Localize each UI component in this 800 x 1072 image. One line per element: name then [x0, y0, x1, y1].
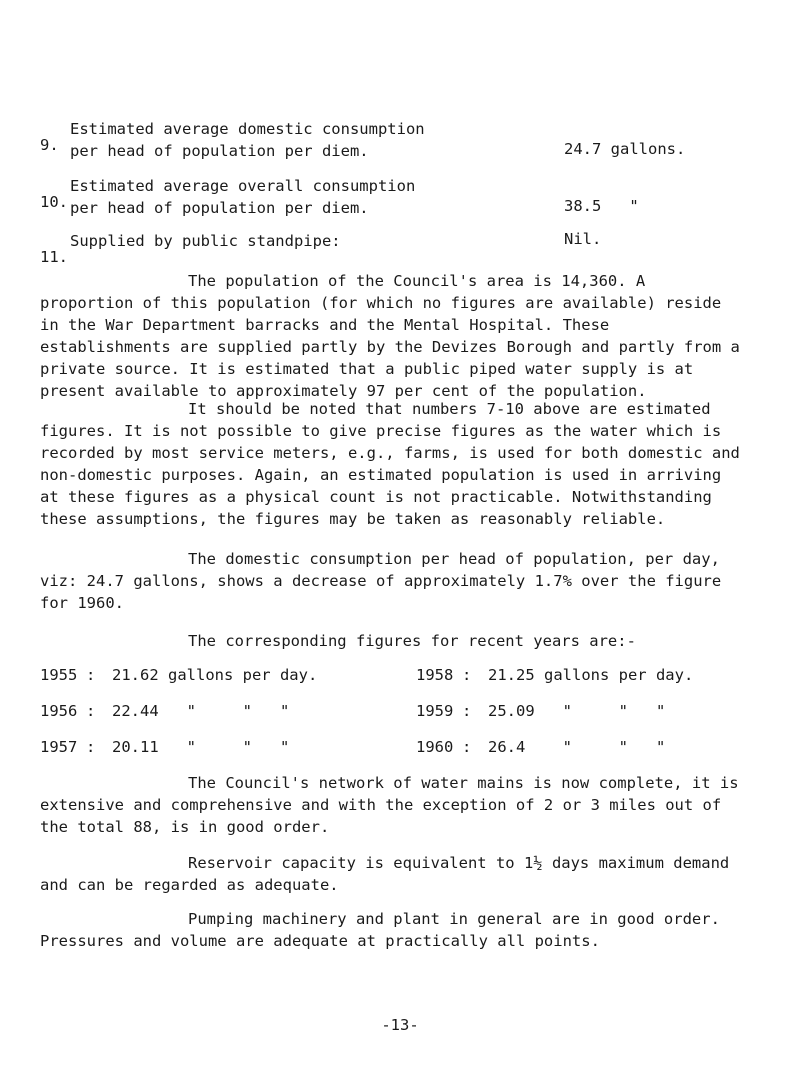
paragraph-pumping [40, 908, 740, 952]
paragraph-text: The population of the Council's area is 14,360. A proportion of this population (for which no figures are available) reside in the War Department barracks and the Mental Hospital. These establishments are supplied partly by the Devizes Borough and partly from a private source. It is estimated that a public piped water supply is at present available to approximately 97 per cent of the population. [40, 272, 740, 400]
year-label: 1957 [40, 738, 78, 756]
year-value: 20.11 " " " [112, 738, 290, 756]
paragraph-text: Reservoir capacity is equivalent to 1½ days maximum demand and can be regarded as adequate. [40, 854, 730, 894]
item-text-line1: Estimated average overall consumption [70, 177, 416, 195]
item-text-line2: per head of population per diem. [70, 142, 369, 160]
item-9 [40, 118, 760, 162]
item-number: 11. [40, 248, 68, 266]
paragraph-text: The corresponding figures for recent years are:- [188, 632, 636, 650]
year-value: 26.4 " " " [488, 738, 666, 756]
year-row: 1957 : 20.11 " " " 1960 : 26.4 " " " [40, 738, 666, 756]
year-value: 25.09 " " " [488, 702, 666, 720]
year-label: 1958 [416, 666, 454, 684]
paragraph-recent-years [40, 630, 740, 652]
item-text-line2: per head of population per diem. [70, 199, 369, 217]
item-10 [40, 175, 760, 219]
paragraph-text: It should be noted that numbers 7-10 above are estimated figures. It is not possible to give precise figures as the water which is recorded by most service meters, e.g., farms, is used for both domestic and non-domestic purposes. Again, an estimated population is used in arriving at these figures as a physical count is not practicable. Notwithstanding these assumptions, the figures may be taken as reasonably reliable. [40, 400, 740, 528]
paragraph-text: The Council's network of water mains is now complete, it is extensive and comprehensive and with the exception of 2 or 3 miles out of the total 88, is in good order. [40, 774, 739, 836]
year-value: 21.62 gallons per day. [112, 666, 318, 684]
item-number: 9. [40, 136, 59, 154]
item-value: Nil. [564, 230, 602, 248]
year-row: 1955 : 21.62 gallons per day. 1958 : 21.25 gallons per day. [40, 666, 694, 684]
paragraph-mains [40, 772, 740, 838]
paragraph-population [40, 270, 740, 402]
item-text-line1: Estimated average domestic consumption [70, 120, 425, 138]
paragraph-estimates [40, 398, 740, 530]
year-row: 1956 : 22.44 " " " 1959 : 25.09 " " " [40, 702, 666, 720]
item-11 [40, 230, 760, 266]
item-value: 24.7 gallons. [564, 140, 686, 158]
year-value: 21.25 gallons per day. [488, 666, 694, 684]
paragraph-decrease [40, 548, 740, 614]
year-value: 22.44 " " " [112, 702, 290, 720]
year-label: 1956 [40, 702, 78, 720]
year-label: 1955 [40, 666, 78, 684]
item-number: 10. [40, 193, 68, 211]
page-number: -13- [381, 1016, 419, 1034]
item-text-line1: Supplied by public standpipe: [70, 232, 341, 250]
paragraph-text: The domestic consumption per head of population, per day, viz: 24.7 gallons, shows a decrease of approximately 1.7% over the figure for 1960. [40, 550, 722, 612]
year-label: 1960 [416, 738, 454, 756]
paragraph-text: Pumping machinery and plant in general are in good order. Pressures and volume are adequate at practically all points. [40, 910, 720, 950]
year-label: 1959 [416, 702, 454, 720]
item-value: 38.5 " [564, 197, 639, 215]
paragraph-reservoir [40, 852, 740, 896]
